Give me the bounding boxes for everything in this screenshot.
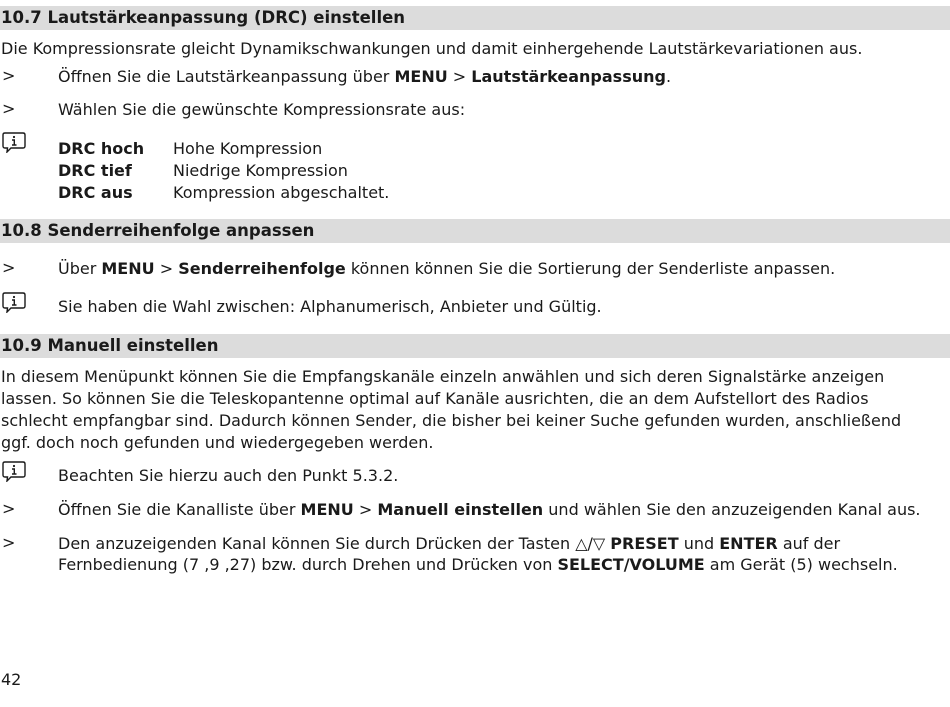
step-text: Über MENU > Senderreihenfolge können können Sie die Sortierung der Senderliste anpassen.: [58, 259, 836, 278]
section-heading-10-7: 10.7 Lautstärkeanpassung (DRC) einstellen: [0, 6, 950, 30]
drc-option-key: DRC aus: [58, 183, 133, 202]
paragraph-line: schlecht empfangbar sind. Dadurch können Sender, die bisher bei keiner Suche gefunden wurden, anschließend: [1, 411, 902, 430]
preset-key-label: PRESET: [610, 534, 679, 553]
step-text-line-2: Fernbedienung (7 ,9 ,27) bzw. durch Drehen und Drücken von SELECT/VOLUME am Gerät (5) wechseln.: [58, 555, 898, 574]
intro-text-10-7: Die Kompressionsrate gleicht Dynamikschwankungen und damit einhergehende Lautstärkevariationen aus.: [1, 39, 863, 58]
note-text: Beachten Sie hierzu auch den Punkt 5.3.2.: [58, 466, 399, 485]
step-text: Öffnen Sie die Lautstärkeanpassung über MENU > Lautstärkeanpassung.: [58, 67, 672, 86]
drc-option-value: Hohe Kompression: [173, 139, 323, 158]
note-text: Sie haben die Wahl zwischen: Alphanumerisch, Anbieter und Gültig.: [58, 297, 602, 316]
enter-key-label: ENTER: [719, 534, 778, 553]
drc-option-key: DRC tief: [58, 161, 132, 180]
drc-option-value: Kompression abgeschaltet.: [173, 183, 390, 202]
menu-target: Lautstärkeanpassung: [471, 67, 666, 86]
drc-option-value: Niedrige Kompression: [173, 161, 348, 180]
bullet-marker: >: [2, 533, 16, 552]
drc-option-key: DRC hoch: [58, 139, 145, 158]
section-heading-10-8: 10.8 Senderreihenfolge anpassen: [0, 219, 950, 243]
section-heading-10-9: 10.9 Manuell einstellen: [0, 334, 950, 358]
step-text: Öffnen Sie die Kanalliste über MENU > Manuell einstellen und wählen Sie den anzuzeigenden Kanal aus.: [58, 500, 921, 519]
info-note-icon: [2, 460, 26, 482]
select-volume-label: SELECT/VOLUME: [557, 555, 705, 574]
step-text: Wählen Sie die gewünschte Kompressionsrate aus:: [58, 100, 466, 119]
menu-label: MENU: [101, 259, 155, 278]
paragraph-line: ggf. doch noch gefunden und wiedergegeben werden.: [1, 433, 434, 452]
bullet-marker: >: [2, 499, 16, 518]
bullet-marker: >: [2, 258, 16, 277]
paragraph-line: In diesem Menüpunkt können Sie die Empfangskanäle einzeln anwählen und sich deren Signalstärke anzeigen: [1, 367, 885, 386]
bullet-marker: >: [2, 66, 16, 85]
info-note-icon: [2, 131, 26, 153]
menu-label: MENU: [300, 500, 354, 519]
bullet-marker: >: [2, 99, 16, 118]
menu-target: Senderreihenfolge: [178, 259, 346, 278]
menu-label: MENU: [394, 67, 448, 86]
paragraph-line: lassen. So können Sie die Teleskopantenne optimal auf Kanäle ausrichten, die an dem Aufstellort des Radios: [1, 389, 869, 408]
page-number: 42: [1, 670, 22, 689]
info-note-icon: [2, 291, 26, 313]
menu-target: Manuell einstellen: [377, 500, 544, 519]
step-text-line-1: Den anzuzeigenden Kanal können Sie durch Drücken der Tasten △/▽ PRESET und ENTER auf der: [58, 534, 841, 553]
